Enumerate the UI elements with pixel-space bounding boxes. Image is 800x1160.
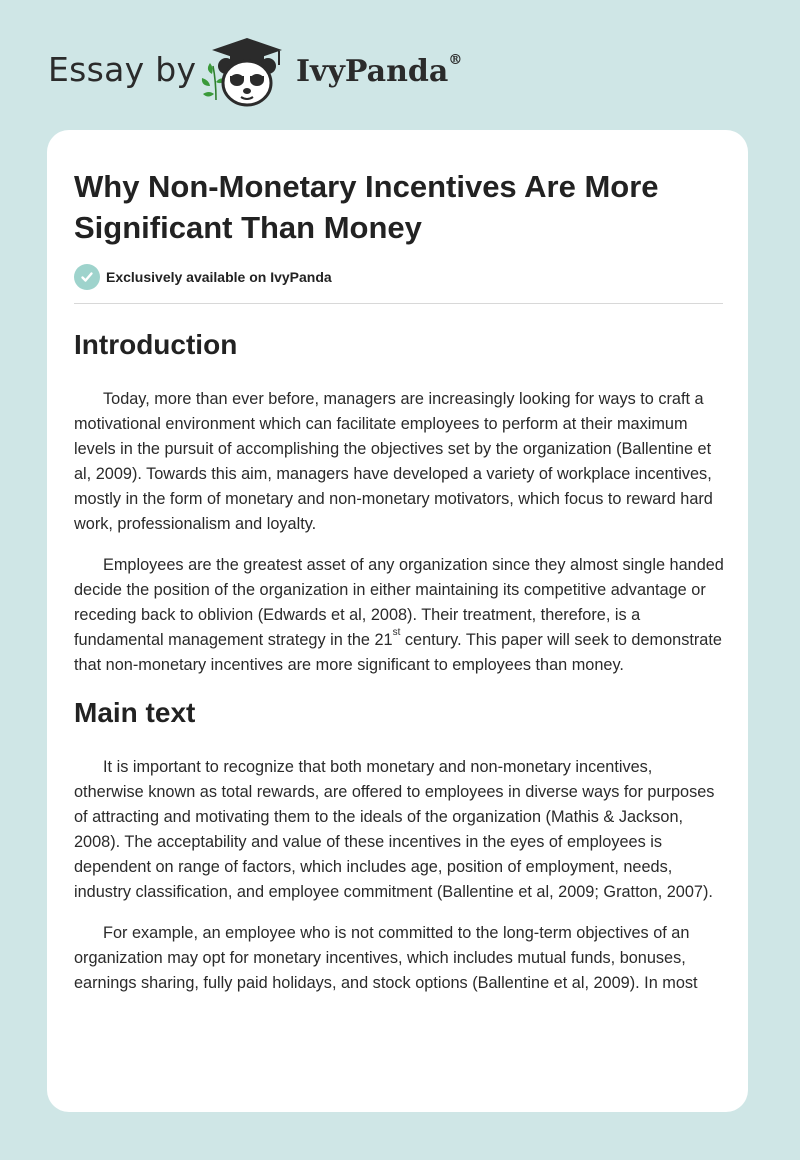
section-heading-introduction: Introduction	[74, 329, 238, 360]
brand-text: IvyPanda	[296, 54, 449, 89]
ordinal-suffix: st	[392, 627, 401, 638]
check-icon	[74, 264, 100, 290]
registered-mark: ®	[448, 52, 463, 68]
essay-body	[74, 320, 726, 996]
paragraph: Today, more than ever before, managers are increasingly looking for ways to craft a motivational environment which can facilitate employees to perform at their maximum levels in the pursuit of accomplishing the objectives set by the organization (Ballentine et al, 2009). Towards this aim, managers have developed a variety of workplace incentives, mostly in the form of monetary and non-monetary motivators, which focus to reward hard work, professionalism and loyalty.	[74, 390, 713, 533]
paragraph: It is important to recognize that both monetary and non-monetary incentives, otherwise known as total rewards, are offered to employees in diverse ways for purposes of attracting and motivating them to the ideals of the organization (Mathis & Jackson, 2008). The acceptability and value of these incentives in the eyes of employees is dependent on range of factors, which includes age, position of employment, needs, industry classification, and employee commitment (Ballentine et al, 2009; Gratton, 2007).	[74, 758, 715, 901]
page-title: Why Non-Monetary Incentives Are More Significant Than Money	[74, 169, 659, 245]
divider	[74, 303, 723, 304]
paragraph: For example, an employee who is not committed to the long-term objectives of an organization may opt for monetary incentives, which includes mutual funds, bonuses, earnings sharing, fully paid holidays, and stock options (Ballentine et al, 2009). In most	[74, 924, 698, 992]
paragraph	[74, 553, 726, 678]
essay-card	[47, 130, 748, 1112]
essay-by-label: Essay by	[48, 50, 197, 89]
paragraph-text: Employees are the greatest asset of any organization since they almost single handed decide the position of the organization in either maintaining its competitive advantage or receding back to oblivion (Edwards et al, 2008). Their treatment, therefore, is a fundamental management strategy in the 21	[74, 556, 724, 649]
site-header	[0, 0, 800, 130]
exclusive-badge	[74, 263, 332, 291]
brand-name[interactable]	[296, 54, 462, 89]
section-heading-main-text: Main text	[74, 697, 196, 728]
paragraph-text: century. This paper will seek to demonstrate that non-monetary incentives are more significant to employees than money.	[74, 631, 722, 674]
exclusive-badge-label: Exclusively available on IvyPanda	[106, 269, 332, 285]
ivypanda-logo-icon[interactable]	[200, 36, 295, 108]
